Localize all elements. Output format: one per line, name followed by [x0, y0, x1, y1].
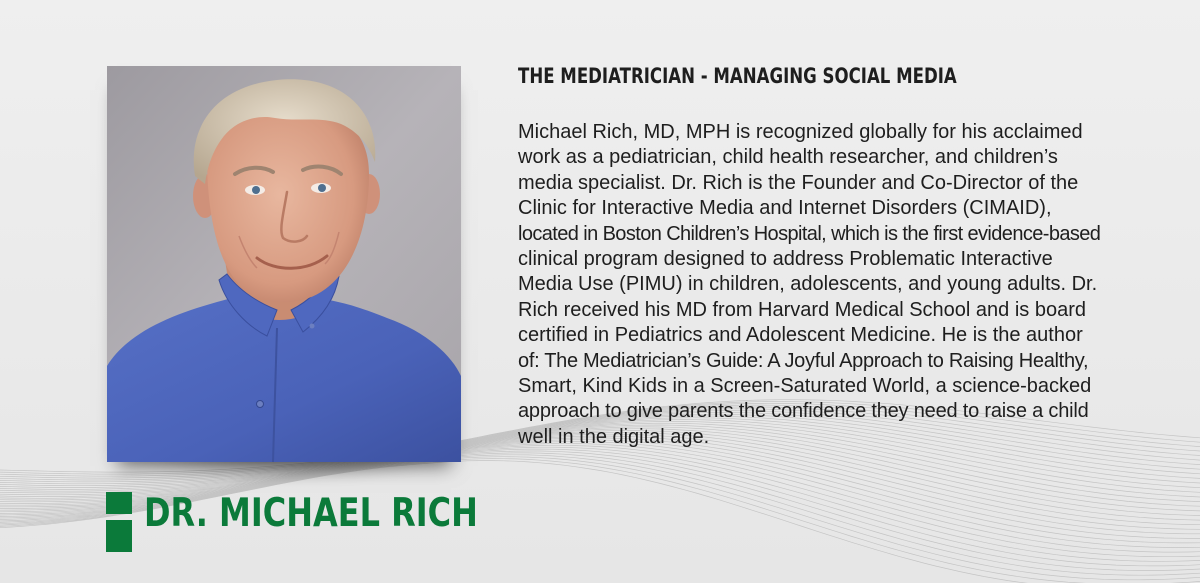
bio-line: Media Use (PIMU) in children, adolescents, and young adults. Dr. [518, 273, 1098, 296]
bio-line: approach to give parents the confidence they need to raise a child [518, 400, 1089, 423]
session-title: THE MEDIATRICIAN - MANAGING SOCIAL MEDIA [518, 64, 957, 88]
bio-line: of: The Mediatrician’s Guide: A Joyful Approach to Raising Healthy, [518, 349, 1089, 372]
bio-line: well in the digital age. [518, 425, 710, 448]
bio-line: media specialist. Dr. Rich is the Founder and Co-Director of the [518, 171, 1079, 194]
bio-line: Clinic for Interactive Media and Internet Disorders (CIMAID), [518, 197, 1052, 220]
speaker-name: DR. MICHAEL RICH [144, 491, 478, 536]
bio-line: located in Boston Children’s Hospital, which is the first evidence-based [518, 222, 1101, 245]
bio-line: Rich received his MD from Harvard Medical School and is board [518, 298, 1087, 321]
brand-mark-icon [106, 492, 132, 552]
bio-line: Michael Rich, MD, MPH is recognized globally for his acclaimed [518, 121, 1083, 143]
bio-line: certified in Pediatrics and Adolescent Medicine. He is the author [518, 324, 1083, 347]
speaker-photo [107, 66, 461, 462]
bio-line: clinical program designed to address Problematic Interactive [518, 248, 1053, 271]
bio-line: work as a pediatrician, child health researcher, and children’s [518, 146, 1058, 169]
speaker-bio [518, 120, 1158, 450]
bio-line: Smart, Kind Kids in a Screen-Saturated World, a science-backed [518, 375, 1092, 398]
